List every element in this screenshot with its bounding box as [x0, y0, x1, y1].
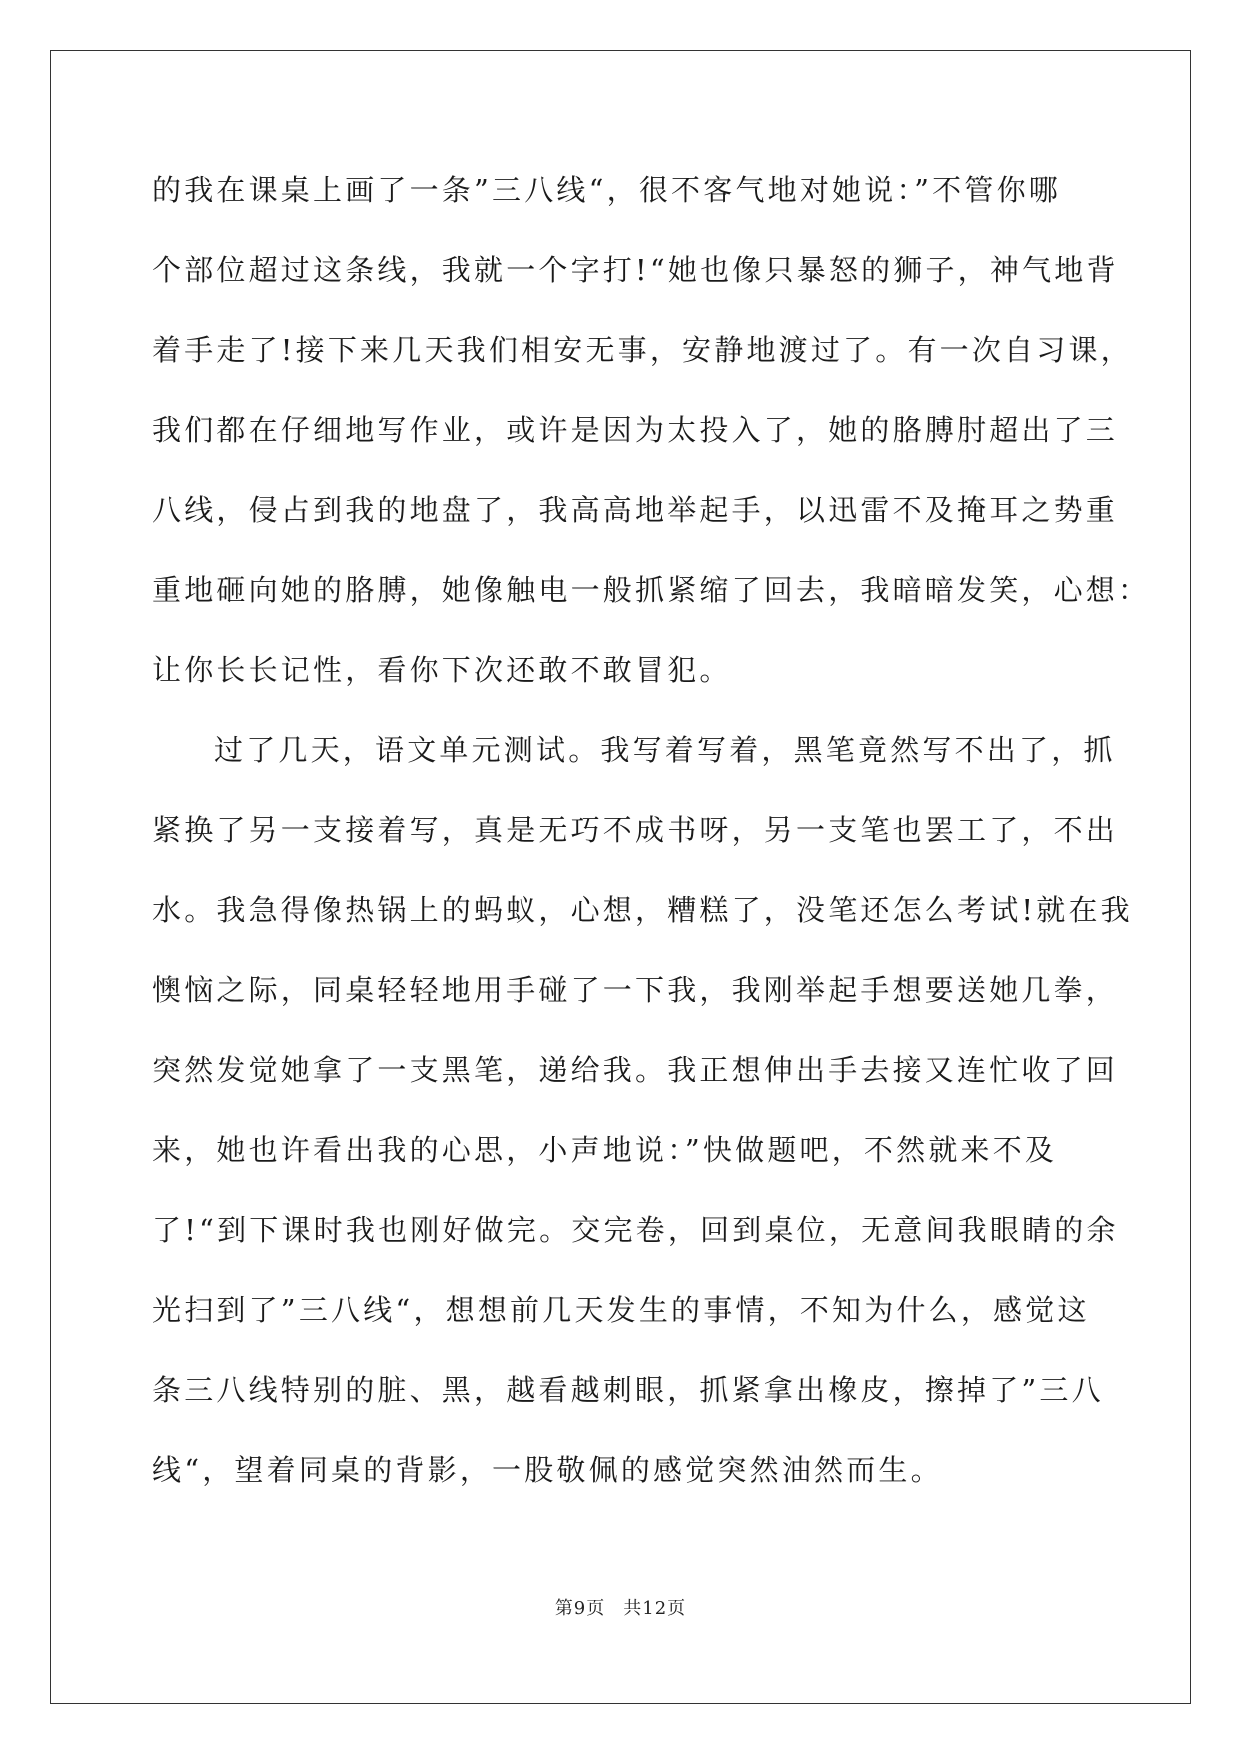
- text-line: 懊恼之际，同桌轻轻地用手碰了一下我，我刚举起手想要送她几拳，: [152, 973, 1119, 1007]
- text-line: 重地砸向她的胳膊，她像触电一般抓紧缩了回去，我暗暗发笑，心想：: [152, 573, 1151, 607]
- paragraph-1: [152, 160, 1151, 720]
- text-line: 条三八线特别的脏、黑，越看越刺眼，抓紧拿出橡皮，擦掉了”三八: [152, 1373, 1104, 1407]
- text-line: 突然发觉她拿了一支黑笔，递给我。我正想伸出手去接又连忙收了回: [152, 1053, 1119, 1087]
- text-line: 我们都在仔细地写作业，或许是因为太投入了，她的胳膊肘超出了三: [152, 413, 1119, 447]
- paragraph-2: [152, 720, 1133, 1520]
- text-line: 个部位超过这条线，我就一个字打!“她也像只暴怒的狮子，神气地背: [152, 253, 1119, 287]
- text-line: 了!“到下课时我也刚好做完。交完卷，回到桌位，无意间我眼睛的余: [152, 1213, 1119, 1247]
- text-line: 紧换了另一支接着写，真是无巧不成书呀，另一支笔也罢工了，不出: [152, 813, 1119, 847]
- text-line: 来，她也许看出我的心思，小声地说：”快做题吧，不然就来不及: [152, 1133, 1058, 1167]
- text-line-indented: 过了几天，语文单元测试。我写着写着，黑笔竟然写不出了，抓: [214, 733, 1116, 767]
- page-total: 共12页: [623, 1598, 687, 1619]
- page-number: 第9页: [554, 1598, 606, 1619]
- page-footer: [0, 1594, 1241, 1620]
- text-line: 八线，侵占到我的地盘了，我高高地举起手，以迅雷不及掩耳之势重: [152, 493, 1119, 527]
- text-line: 水。我急得像热锅上的蚂蚁，心想，糟糕了，没笔还怎么考试!就在我: [152, 893, 1133, 927]
- text-line: 让你长长记性，看你下次还敢不敢冒犯。: [152, 653, 732, 687]
- text-line: 线“，望着同桌的背影，一股敬佩的感觉突然油然而生。: [152, 1453, 943, 1487]
- text-line: 光扫到了”三八线“，想想前几天发生的事情，不知为什么，感觉这: [152, 1293, 1090, 1327]
- text-line: 的我在课桌上画了一条”三八线“，很不客气地对她说：”不管你哪: [152, 173, 1061, 207]
- text-line: 着手走了!接下来几天我们相安无事，安静地渡过了。有一次自习课，: [152, 333, 1133, 367]
- document-body: [152, 160, 1151, 1520]
